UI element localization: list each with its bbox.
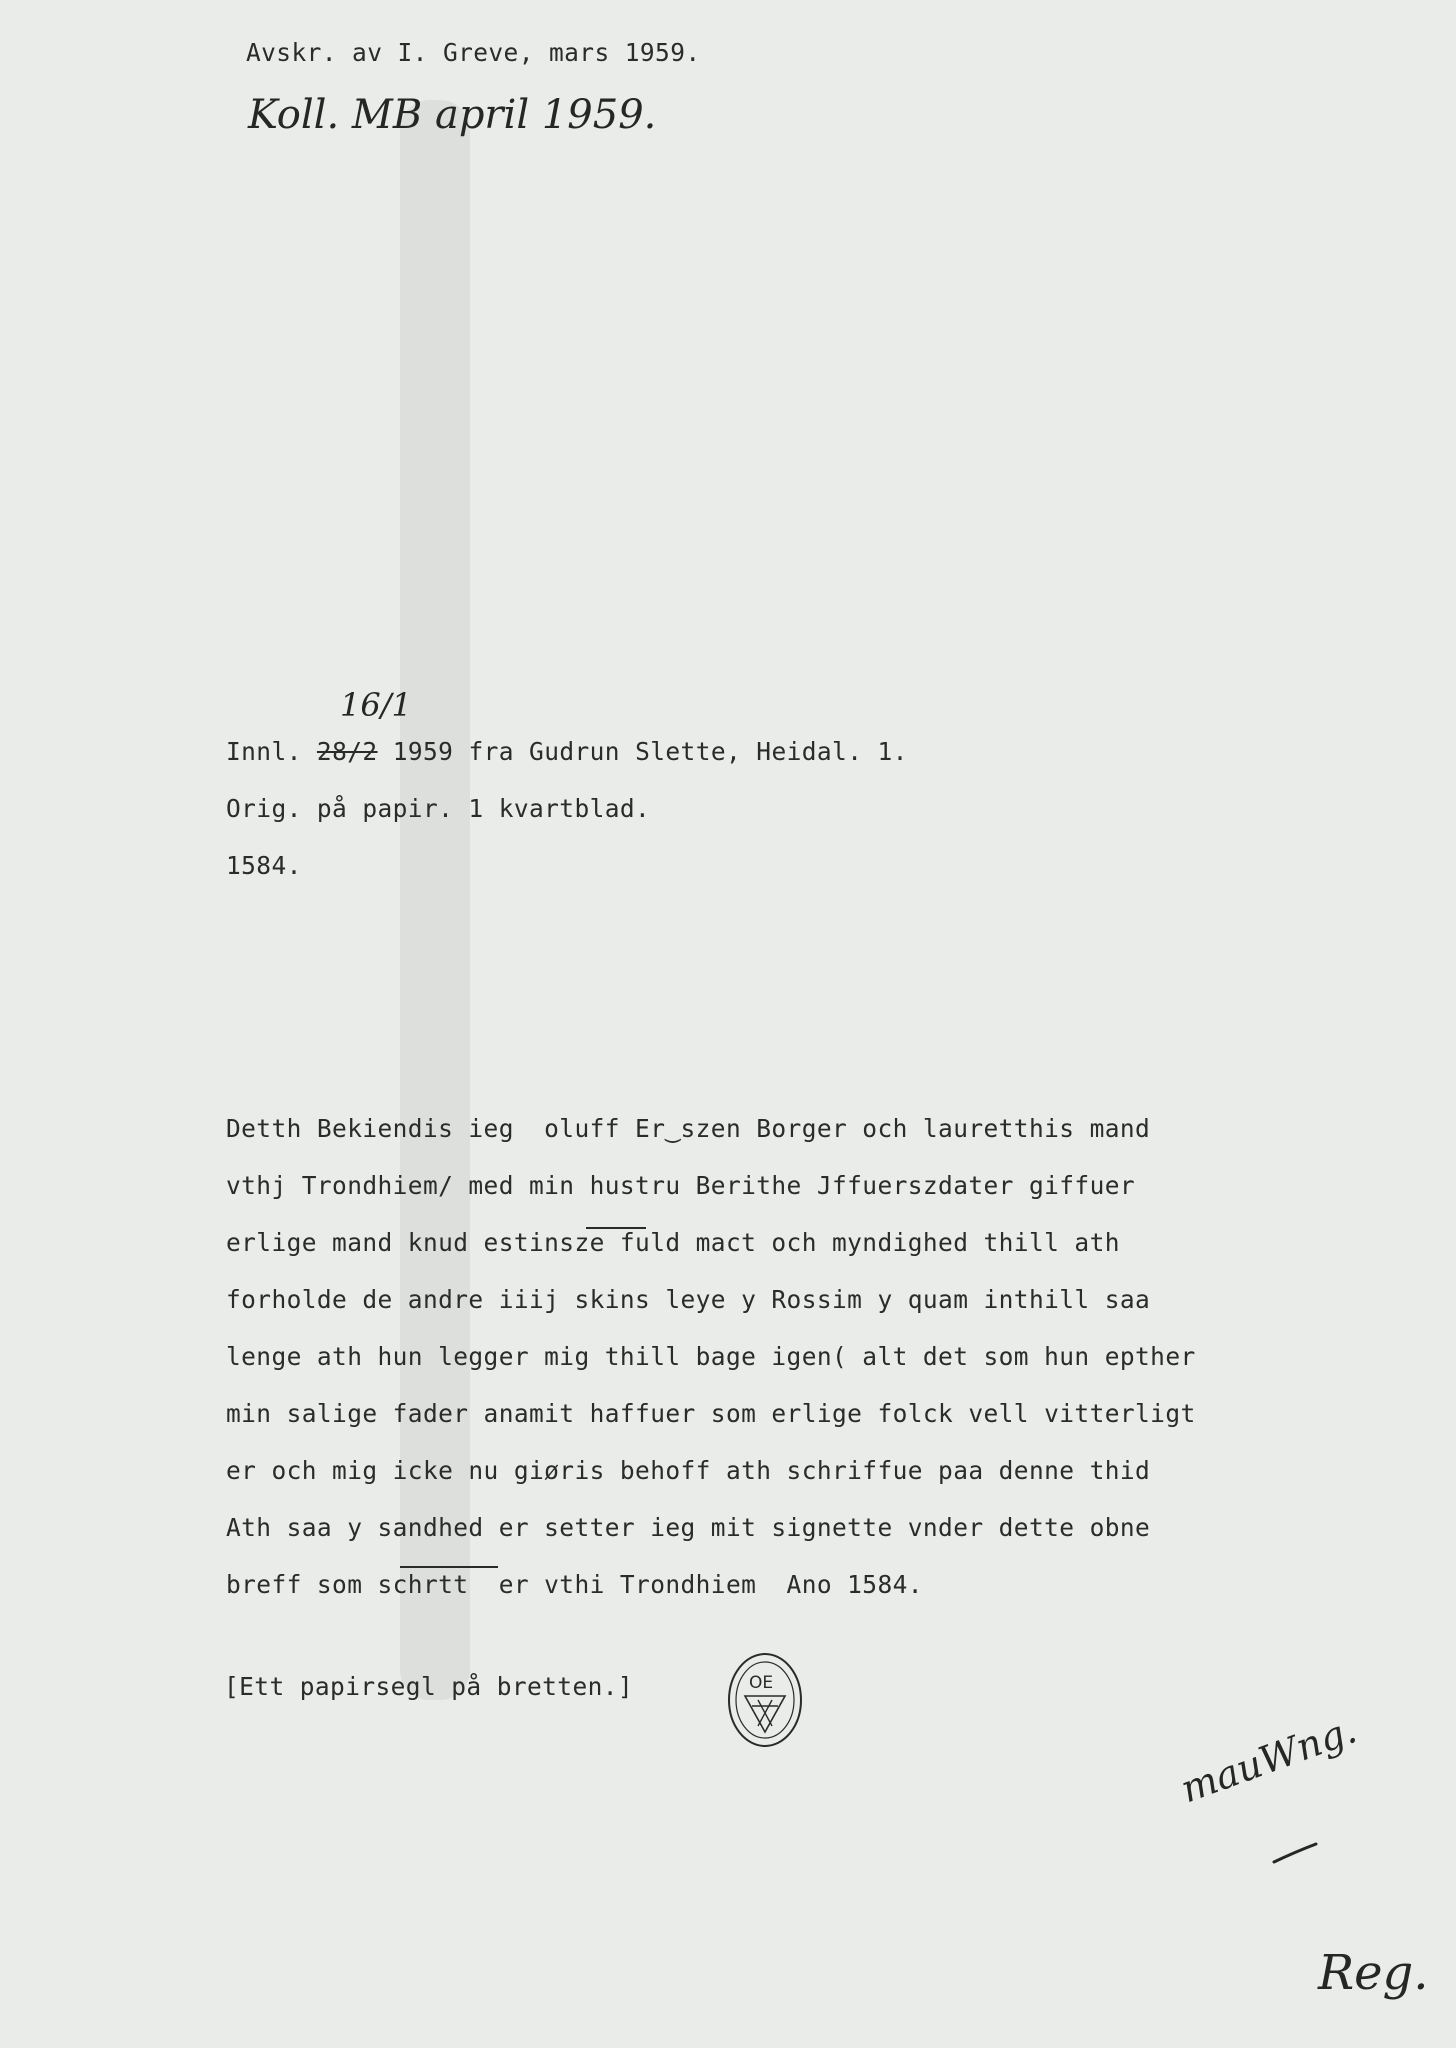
- document-year: 1584.: [226, 851, 302, 880]
- body-line-1: Detth Bekiendis ieg oluff Er‿szen Borger och lauretthis mand: [226, 1114, 1151, 1143]
- original-description: Orig. på papir. 1 kvartblad.: [226, 794, 651, 823]
- intake-line: [226, 737, 908, 766]
- transcription-credit: Avskr. av I. Greve, mars 1959.: [246, 38, 701, 67]
- body-line-3: erlige mand knud estinsze fuld mact och myndighed thill ath: [226, 1228, 1120, 1257]
- body-line-7: er och mig icke nu giøris behoff ath schriffue paa denne thid: [226, 1456, 1151, 1485]
- handwritten-margin-note: mauWng.: [1175, 1707, 1363, 1812]
- body-line-2: vthj Trondhiem/ med min hustru Berithe Jffuerszdater giffuer: [226, 1171, 1136, 1200]
- handwritten-dash-mark: [1270, 1838, 1320, 1868]
- handwritten-collation-note: Koll. MB april 1959.: [248, 92, 657, 138]
- struck-date: 28/2: [316, 737, 378, 766]
- intake-rest: 1959 fra Gudrun Slette, Heidal. 1.: [392, 737, 908, 766]
- body-line-9: breff som schrtt er vthi Trondhiem Ano 1584.: [226, 1570, 923, 1599]
- body-line-6: min salige fader anamit haffuer som erlige folck vell vitterligt: [226, 1399, 1196, 1428]
- svg-text:OE: OE: [749, 1673, 774, 1693]
- body-line-5: lenge ath hun legger mig thill bage igen( alt det som hun epther: [226, 1342, 1196, 1371]
- body-line-8: Ath saa y sandhed er setter ieg mit signette vnder dette obne: [226, 1513, 1151, 1542]
- seal-note: [Ett papirsegl på bretten.]: [224, 1672, 634, 1701]
- overline-mark: [586, 1225, 646, 1231]
- handwritten-reg-mark: Reg.: [1318, 1945, 1429, 2001]
- intake-prefix: Innl.: [226, 737, 302, 766]
- seal-drawing-icon: [725, 1650, 805, 1750]
- handwritten-date-correction: 16/1: [340, 686, 412, 724]
- overline-mark: [400, 1564, 498, 1570]
- body-line-4: forholde de andre iiij skins leye y Rossim y quam inthill saa: [226, 1285, 1151, 1314]
